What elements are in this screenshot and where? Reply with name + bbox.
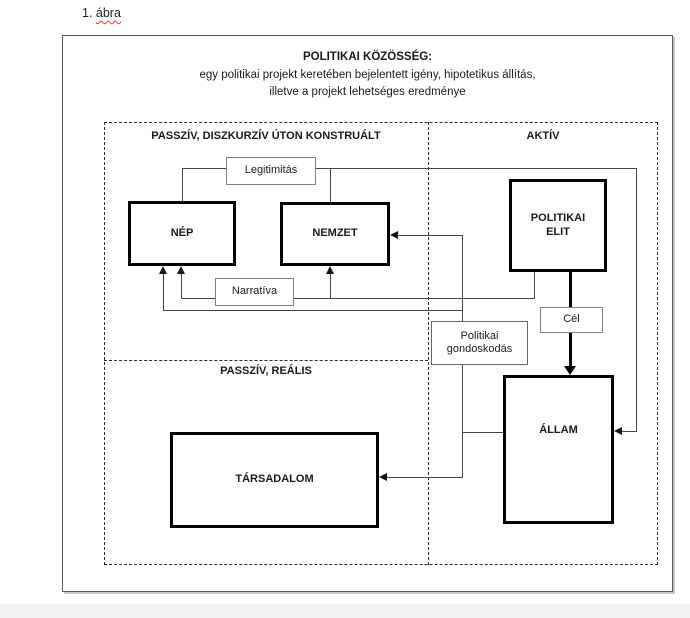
- node-allam: [503, 375, 614, 524]
- diagram-title: POLITIKAI KÖZÖSSÉG:: [302, 51, 433, 63]
- edge-narrativa-into-nep: [181, 273, 182, 299]
- node-nep-label: NÉP: [170, 226, 194, 239]
- figure-caption: [82, 6, 121, 20]
- dashed-region-horizontal-divider: [104, 360, 428, 361]
- arrowhead-into-allam-right: [614, 427, 622, 435]
- arrowhead-into-nep-bottom-left: [159, 266, 167, 274]
- edge-label-cel-text: Cél: [563, 313, 580, 326]
- arrowhead-into-nemzet-bottom: [326, 266, 334, 274]
- page-bottom-strip: [0, 604, 690, 618]
- arrowhead-into-allam-top: [564, 366, 576, 375]
- node-politikai-elit: [509, 179, 607, 272]
- diagram-subtitle-line2: illetve a projekt lehetséges eredménye: [269, 86, 466, 98]
- edge-narrativa-into-nemzet: [330, 273, 331, 299]
- edge-gondoskodas-into-nemzet: [398, 235, 462, 236]
- edge-narrativa-from-elit: [534, 272, 535, 299]
- arrowhead-into-nemzet-right: [390, 231, 398, 239]
- edge-label-politikai-gondoskodas-text: Politikai gondoskodás: [446, 329, 513, 355]
- edge-label-politikai-gondoskodas: [431, 321, 528, 365]
- edge-legitimitas-right-vertical: [636, 168, 637, 432]
- arrowhead-into-nep-bottom-right: [177, 266, 185, 274]
- figure-caption-word: ábra: [95, 6, 121, 20]
- edge-gondoskodas-into-nep: [163, 273, 164, 310]
- edge-allam-into-tarsadalom: [387, 477, 462, 478]
- node-tarsadalom: [170, 432, 379, 528]
- region-label-active: AKTÍV: [526, 130, 560, 142]
- edge-label-narrativa: [215, 278, 294, 306]
- node-nep: [128, 201, 236, 266]
- node-nemzet-label: NEMZET: [312, 227, 358, 240]
- node-allam-label: ÁLLAM: [539, 424, 578, 436]
- edge-label-narrativa-text: Narratíva: [231, 285, 278, 298]
- node-politikai-elit-label: POLITIKAI ELIT: [530, 211, 586, 238]
- edge-legitimitas-into-allam: [622, 431, 637, 432]
- node-tarsadalom-label: TÁRSADALOM: [235, 473, 314, 486]
- dashed-region-vertical-divider: [428, 122, 429, 565]
- region-label-passive-discursive: PASSZÍV, DISZKURZÍV ÚTON KONSTRUÁLT: [151, 130, 381, 142]
- diagram-subtitle-line1: egy politikai projekt keretében bejelentett igény, hipotetikus állítás,: [199, 69, 536, 81]
- arrowhead-into-tarsadalom-right: [379, 473, 387, 481]
- edge-label-legitimitas: [226, 157, 316, 185]
- edge-gondoskodas-branch-to-nep: [163, 310, 463, 311]
- edge-legitimitas-from-nemzet: [330, 168, 331, 203]
- edge-label-cel: [540, 307, 603, 333]
- figure-caption-number: 1.: [82, 6, 96, 20]
- edge-gondoskodas-from-allam: [462, 432, 503, 433]
- node-nemzet: [280, 202, 390, 266]
- region-label-passive-real: PASSZÍV, REÁLIS: [220, 365, 312, 377]
- edge-legitimitas-from-nep: [182, 168, 183, 202]
- edge-label-legitimitas-text: Legitimitás: [244, 164, 298, 177]
